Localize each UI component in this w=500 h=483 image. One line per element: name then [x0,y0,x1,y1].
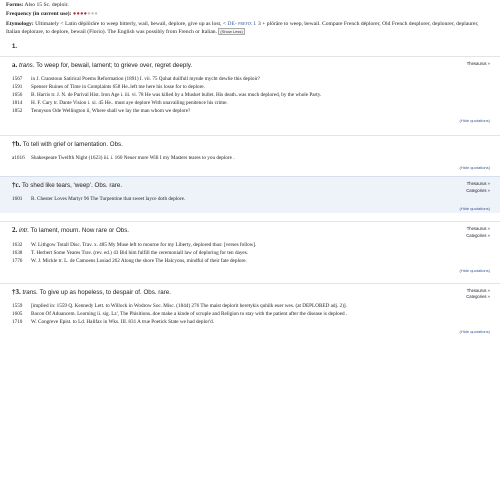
quotation-text: W. J. Mickle tr. L. de Camoens Lusiad 262 Along the shore The Halcyons, mindful of their fate deplore. [31,257,247,264]
sense-section [0,283,500,336]
sense-definition-text: To weep for, bewail, lament; to grieve over, regret deeply. [34,61,193,69]
quotation-list [0,76,500,115]
sense-definition-text: To tell with grief or lamentation. Obs. [22,141,123,149]
quotation-row [12,155,500,162]
quotation-year: 1605 [12,310,23,317]
etymology-text-3: 3 + plōrāre to weep, bewail. Compare French déplorer, Old French desplorer, deplourer, deplaurer, Italian deplorare, to deplore, bewail (Florio). The English was possibly from French or Italian. [6,20,479,35]
quotation-text: Shakespeare Twelfth Night (1623) iii. i. 160 Neuer more Will I my Masters teares to you deplore . [31,155,235,162]
quotation-text: Bacon Of Aduancem. Learning ii. sig. Lz', The Phisitions..doe make a kinde of scruple and Religion to stay with the patient after the disease is deploed . [31,310,348,317]
sense-grammar-label: trans. [18,61,35,69]
quotation-text: W. Congreve Epist. to Ld. Halifax in Wks. III. 831 A true Poetick State we had deplor'd. [31,318,215,325]
quotation-row [12,92,500,99]
sense-definition-text: To give up as hopeless, to despair of. Obs. rare. [37,288,171,296]
quotation-year: a1616 [12,155,25,162]
quotation-row [12,100,500,107]
sense-definition [0,136,500,149]
forms-label: Forms: [6,2,24,8]
sense-label: †c. [12,181,21,190]
quotation-year: 1632 [12,241,23,248]
etymology-text-1: Ultimately < Latin dēplōrāre to weep bitterly, wail, bewail, deplore, give up as lost, < [35,20,228,27]
sense-definition [0,177,500,190]
quotation-list [0,196,500,203]
quotation-row [12,303,500,310]
thesaurus-link[interactable]: Thesaurus » [466,181,490,187]
quotation-row [12,258,500,265]
quotation-row [12,108,500,115]
quotation-row [12,319,500,326]
quotation-text: W. Lithgow Totall Disc. Trav. x. 485 My Muse left to mourne for my Liberty, deplored thus: [verses follow]. [31,241,257,248]
thesaurus-link[interactable]: Thesaurus » [466,287,490,293]
quotation-row [12,196,500,203]
quotation-list [0,303,500,326]
hide-quotations-link[interactable]: (Hide quotations) [459,118,490,123]
frequency-row [6,11,494,18]
quotation-year: 1567 [12,75,23,82]
sense-definition [0,284,500,300]
sense-side-links [467,61,490,67]
quotation-row [12,84,500,91]
etymology-prefix-link[interactable]: DE- prefix [227,20,252,27]
sense-side-links [466,288,490,301]
quotation-text: B. Harris tr. J. N. de Parival Hist. Iron Age i. iii. vi. 78 He was killed by a Musket bullet. His death..was much deplored, by the whole Party. [31,92,322,99]
sense-definition [0,222,500,235]
sense-side-links [466,226,490,239]
frequency-dots-off: ●●● [87,11,98,18]
forms-text: Also 15 Sc. deploir. [24,2,69,8]
quotation-text: T. Herbert Some Yeares Trav. (rev. ed.) 43 Bid him fulfill the ceremoniall law of deploring for ten dayes. [31,249,249,256]
hide-quotations-link[interactable]: (Hide quotations) [459,165,490,171]
sense-side-links [466,181,490,194]
quotation-year: 1601 [12,196,23,203]
thesaurus-link[interactable]: Thesaurus » [466,226,490,232]
frequency-dots-on: ●●●● [72,11,88,18]
sense-section [0,176,500,213]
sense-section [0,56,500,125]
quotation-year: 1776 [12,257,23,264]
quotation-text: Tennyson Ode Wellington ii, Where shall we lay the man whom we deplore? [31,108,191,115]
sense-grammar-label: trans. [22,288,38,296]
quotation-row [12,250,500,257]
etymology-row [6,21,494,37]
sense-label: †3. [12,287,21,296]
quotation-year: 1559 [12,302,23,309]
thesaurus-link[interactable]: Thesaurus » [466,60,490,66]
hide-quotations-link[interactable]: (Hide quotations) [459,206,490,212]
quotation-year: 1638 [12,249,23,256]
hide-quotations-link[interactable]: (Hide quotations) [459,328,490,334]
quotation-year: 1852 [12,108,23,115]
senses-list [0,56,500,336]
quotation-text: [implied in: 1559 Q. Kennedy Lett. to Willock in Wodrow Soc. Misc. (1844) 276 The maist deplorit heretykis quhilk euer wes. (at DEPLORED adj. 2)]. [31,302,347,309]
etymology-text-2[interactable]: I. [251,20,257,27]
quotation-text: H. F. Cary tr. Dante Vision i. xi. 45 He.. must aye deplore With unavailing penitence his crime. [31,100,228,107]
forms-row [6,2,494,9]
frequency-dots [73,11,98,17]
sense-definition-text: To shed like tears, ‘weep’. Obs. rare. [21,182,123,190]
show-less-button[interactable]: (Show Less) [220,28,243,34]
sense-grammar-label: intr. [18,227,30,235]
quotation-row [12,76,500,83]
sense-label: 2. [12,226,18,235]
entry-header [0,0,500,36]
quotation-text: Spenser Ruines of Time in Complaints 658 He..left me here his losse for to deplore. [31,84,205,90]
sense-label: a. [12,60,18,69]
quotation-list [0,242,500,265]
categories-link[interactable]: Categories » [466,187,490,193]
sense-section [0,221,500,274]
sense-label: †b. [12,140,22,149]
quotation-list [0,155,500,162]
quotation-text: R. Chester Loves Martyr 96 The Turpentine that sweet layce doth deplore. [31,196,186,203]
etymology-label: Etymology: [6,20,34,27]
hide-quotations-link[interactable]: (Hide quotations) [459,267,490,273]
categories-link[interactable]: Categories » [466,232,490,238]
sense-definition [0,57,500,70]
categories-link[interactable]: Categories » [466,294,490,300]
frequency-label: Frequency (in current use): [6,11,72,18]
quotation-year: 1814 [12,100,23,107]
quotation-year: 1710 [12,318,23,325]
quotation-year: 1656 [12,92,23,99]
sense-definition-text: To lament, mourn. Now rare or Obs. [29,227,130,235]
quotation-year: 1591 [12,84,23,90]
quotation-text: in J. Cranstoun Satirical Poems Reformation (1891) I. vii. 75 Quhat duilfull mynde mycht dewlie this deploir? [31,75,260,82]
sense-section [0,135,500,172]
quotation-row [12,242,500,249]
sense-number-heading: 1. [12,44,18,51]
quotation-row [12,311,500,318]
